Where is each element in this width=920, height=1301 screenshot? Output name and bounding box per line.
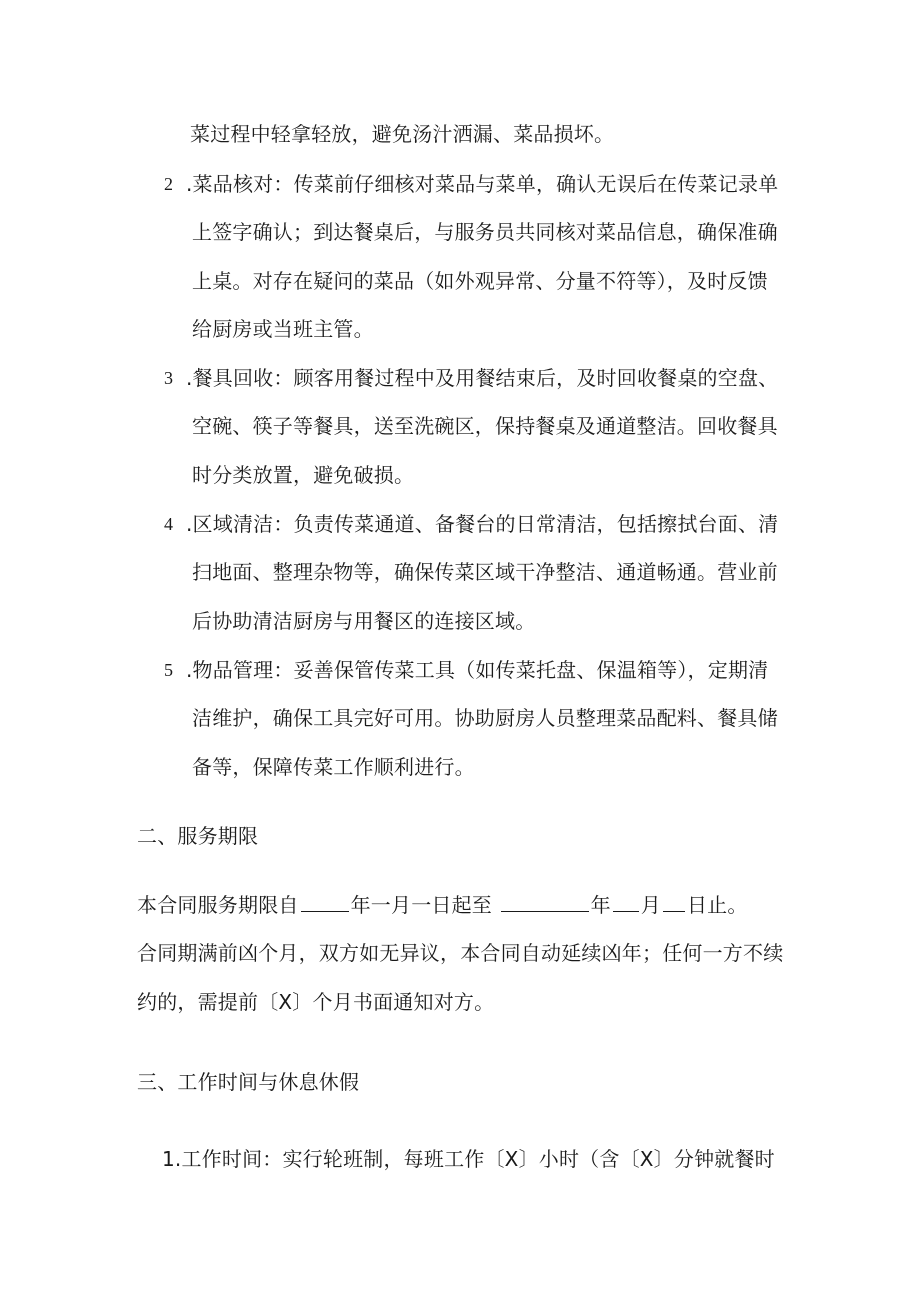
- term-text-4: 月: [640, 893, 661, 917]
- item-3-line-1: .餐具回收：顾客用餐过程中及用餐结束后，及时回收餐桌的空盘、: [186, 366, 779, 390]
- item-number: 4: [164, 514, 173, 534]
- section-heading: 二、服务期限: [137, 824, 259, 848]
- renewal-line-2: 约的，需提前〔X〕个月书面通知对方。: [137, 990, 495, 1014]
- item-5-line-3: 备等，保障传菜工作顺利进行。: [192, 755, 475, 779]
- item-2-line-3: 上桌。对存在疑问的菜品（如外观异常、分量不符等），及时反馈: [192, 269, 768, 293]
- section-heading: 三、工作时间与休息休假: [137, 1070, 360, 1094]
- item-5-line-1: .物品管理：妥善保管传菜工具（如传菜托盘、保温箱等），定期清: [186, 658, 769, 682]
- item-2-line-4: 给厨房或当班主管。: [192, 317, 374, 341]
- renewal-line-1: 合同期满前凶个月，双方如无异议，本合同自动延续凶年；任何一方不续: [137, 941, 784, 965]
- term-text-1: 本合同服务期限自: [137, 893, 299, 917]
- item-number: 5: [164, 660, 173, 680]
- term-text-5: 日止。: [686, 893, 748, 917]
- item-5-line-2: 洁维护，确保工具完好可用。协助厨房人员整理菜品配料、餐具储: [192, 706, 778, 730]
- year-blank-end[interactable]: [501, 891, 589, 912]
- term-text-2: 年一月一日起至: [350, 893, 493, 917]
- item-4-line-3: 后协助清洁厨房与用餐区的连接区域。: [192, 609, 536, 633]
- day-blank[interactable]: [663, 891, 685, 912]
- item-3-line-2: 空碗、筷子等餐具，送至洗碗区，保持餐桌及通道整洁。回收餐具: [192, 414, 778, 438]
- item-number: 3: [164, 368, 173, 388]
- item-number: 2: [164, 174, 173, 194]
- work-time-line: 1.工作时间：实行轮班制，每班工作〔X〕小时（含〔X〕分钟就餐时: [162, 1147, 775, 1171]
- service-term-line: [137, 891, 748, 919]
- item-4-line-2: 扫地面、整理杂物等，确保传菜区域干净整洁、通道畅通。营业前: [192, 560, 778, 584]
- item-2-line-2: 上签字确认；到达餐桌后，与服务员共同核对菜品信息，确保准确: [192, 220, 778, 244]
- item-2-line-1: .菜品核对：传菜前仔细核对菜品与菜单，确认无误后在传菜记录单: [186, 172, 779, 196]
- month-blank[interactable]: [613, 891, 639, 912]
- item-3-line-3: 时分类放置，避免破损。: [192, 463, 415, 487]
- term-text-3: 年: [590, 893, 611, 917]
- year-blank-start[interactable]: [301, 891, 349, 912]
- item1-tail-line: 菜过程中轻拿轻放，避免汤汁洒漏、菜品损坏。: [190, 122, 615, 146]
- item-4-line-1: .区域清洁：负责传菜通道、备餐台的日常清洁，包括擦拭台面、清: [186, 512, 779, 536]
